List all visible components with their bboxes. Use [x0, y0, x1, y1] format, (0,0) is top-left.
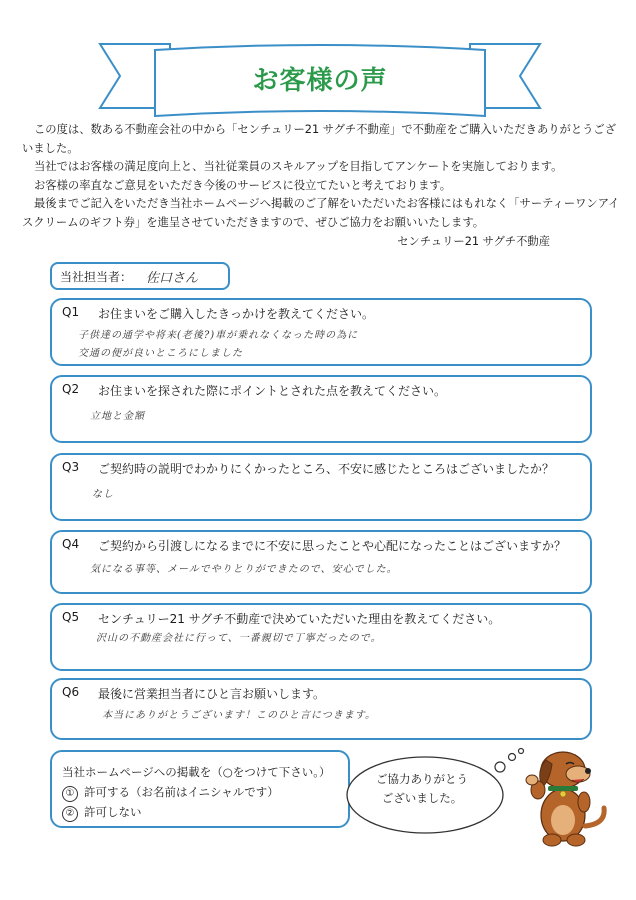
- dog-mascot-icon: [508, 740, 618, 850]
- answer-handwritten: 交通の便が良いところにしました: [78, 348, 243, 359]
- option-label: 許可する（お名前はイニシャルです）: [84, 785, 279, 799]
- question-number: Q6: [62, 685, 80, 699]
- question-text: ご契約時の説明でわかりにくかったところ、不安に感じたところはございましたか？: [98, 462, 555, 476]
- question-text: 最後に営業担当者にひと言お願いします。: [98, 687, 326, 701]
- question-box-q6: [50, 678, 592, 740]
- intro-paragraph: 最後までご記入をいただき当社ホームページへ掲載のご了解をいただいたお客様にはもれなく「サーティーワンアイスクリームのギフト券」を進呈させていただきますので、ぜひご協力をお願いいたします。: [22, 197, 620, 229]
- intro-paragraph: この度は、数ある不動産会社の中から「センチュリー21 サグチ不動産」で不動産をご購入いただきありがとうございました。: [22, 123, 617, 155]
- permission-option-allow[interactable]: [62, 784, 279, 802]
- question-number: Q1: [62, 305, 80, 319]
- staff-value: 佐口さん: [146, 270, 199, 286]
- thank-you-message: [352, 770, 492, 808]
- selected-circle-icon: ①: [62, 786, 78, 802]
- staff-label: 当社担当者：: [60, 269, 133, 284]
- question-box-q2: [50, 375, 592, 443]
- intro-text: [22, 121, 622, 251]
- answer-handwritten: 沢山の不動産会社に行って、一番親切で丁寧だったので。: [96, 633, 382, 644]
- question-box-q5: [50, 603, 592, 671]
- thank-you-line: ご協力ありがとう: [376, 772, 468, 786]
- question-text: ご契約から引渡しになるまでに不安に思ったことや心配になったことはございますか？: [98, 539, 567, 553]
- question-text: お住まいをご購入したきっかけを教えてください。: [98, 307, 375, 321]
- option-number-icon: ②: [62, 806, 78, 822]
- answer-handwritten: 子供達の通学や将来(老後?)車が乗れなくなった時の為に: [78, 330, 359, 341]
- question-number: Q2: [62, 382, 80, 396]
- intro-paragraph: お客様の率直なご意見をいただき今後のサービスに役立てたいと考えております。: [34, 178, 452, 192]
- question-text: お住まいを探された際にポイントとされた点を教えてください。: [98, 384, 447, 398]
- option-label: 許可しない: [84, 805, 142, 819]
- answer-handwritten: 気になる事等、メールでやりとりができたので、安心でした。: [90, 564, 398, 575]
- thank-you-line: ございました。: [381, 791, 463, 805]
- permission-option-deny[interactable]: [62, 804, 142, 822]
- staff-field: [50, 262, 230, 290]
- question-number: Q5: [62, 610, 80, 624]
- question-number: Q3: [62, 460, 80, 474]
- question-number: Q4: [62, 537, 80, 551]
- question-box-q1: [50, 298, 592, 366]
- intro-paragraph: 当社ではお客様の満足度向上と、当社従業員のスキルアップを目指してアンケートを実施しております。: [34, 160, 563, 174]
- answer-handwritten: なし: [92, 489, 114, 500]
- answer-handwritten: 本当にありがとうございます！このひと言につきます。: [102, 710, 376, 721]
- page-title: お客様の声: [252, 66, 388, 96]
- company-signature: センチュリー21 サグチ不動産: [397, 234, 550, 248]
- question-text: センチュリー21 サグチ不動産で決めていただいた理由を教えてください。: [98, 612, 501, 626]
- question-box-q3: [50, 453, 592, 521]
- homepage-permission-box: [50, 750, 350, 828]
- answer-handwritten: 立地と金額: [90, 411, 145, 422]
- question-box-q4: [50, 530, 592, 594]
- permission-heading: 当社ホームページへの掲載を（○をつけて下さい。）: [62, 765, 331, 779]
